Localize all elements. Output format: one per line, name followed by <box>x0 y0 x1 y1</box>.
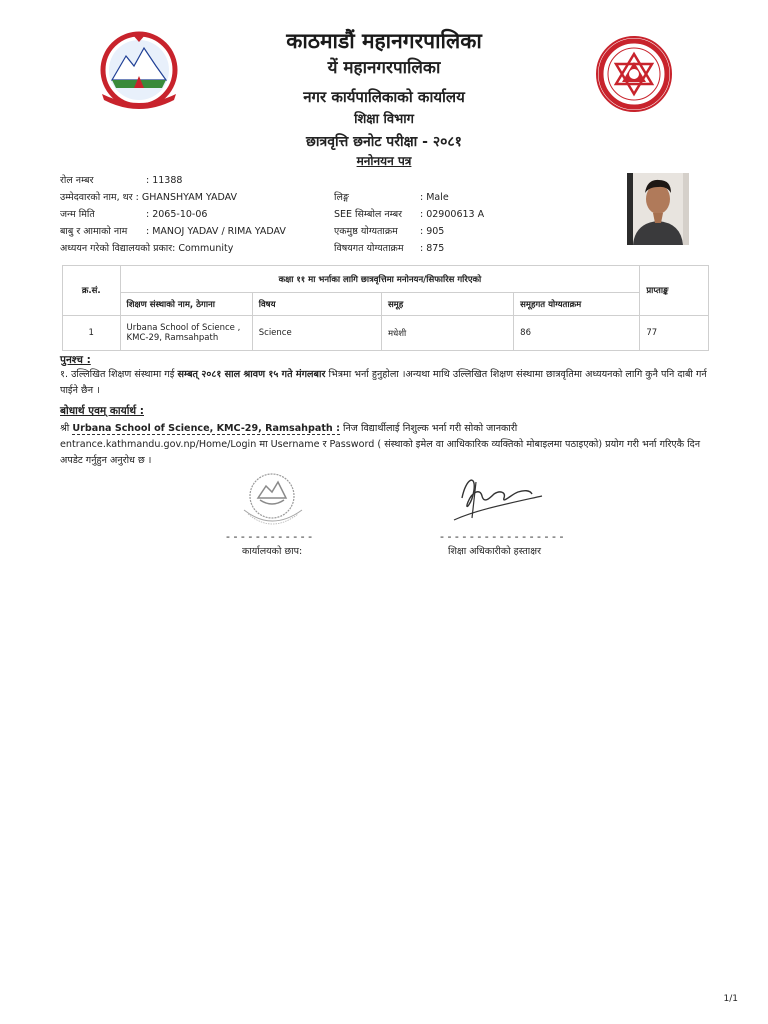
gender-value: : Male <box>420 192 449 203</box>
subject-rank-value: : 875 <box>420 243 445 254</box>
subject-header: विषय <box>252 293 381 316</box>
action-body: निज विद्यार्थीलाई निशुल्क भर्ना गरी सोको जानकारी entrance.kathmandu.gov.np/Home/Login मा Username र Password ( संस्थाको इमेल वा आधिकारिक व्यक्तिको मोबाइलमा पठाइएको) प्रयोग गरी भर्ना गरिएकै दिन अपडेट गर्नुहुन अनुरोध छ । <box>60 423 701 466</box>
group-col-header: समूह <box>381 293 513 316</box>
name-value: : GHANSHYAM YADAV <box>135 192 238 203</box>
note-text-pre: १. उल्लिखित शिक्षण संस्थामा गई <box>60 369 178 380</box>
department-name: शिक्षा विभाग <box>354 112 414 127</box>
student-photo <box>627 173 689 245</box>
note-text-post: भित्रमा भर्ना हुनुहोला ।अन्यथा माथि उल्लिखित शिक्षण संस्थामा छात्रवृतिमा अध्ययनको लागि कुनै पनि दाबी गर्न पाईने छैन । <box>60 369 707 396</box>
stamp-dash-line: - - - - - - - - - - - - <box>226 530 313 543</box>
row-subject: Science <box>252 316 381 351</box>
dob-value: : 2065-10-06 <box>146 209 208 220</box>
group-header: कक्षा ११ मा भर्नाका लागि छात्रवृत्तिमा मनोनयन/सिफारिस गरिएको <box>120 266 640 293</box>
row-group-rank: 86 <box>514 316 640 351</box>
note-heading: पुनश्च : <box>60 354 91 366</box>
office-stamp-image <box>238 470 310 532</box>
total-rank-value: : 905 <box>420 226 445 237</box>
roll-value: : 11388 <box>146 175 183 186</box>
subject-rank-label: विषयगत योग्यताक्रम <box>334 243 404 254</box>
row-sn: 1 <box>63 316 121 351</box>
document-header <box>0 28 768 170</box>
see-value: : 02900613 A <box>420 209 485 220</box>
action-heading: बोधार्थ एवम् कार्यार्थ : <box>60 405 144 417</box>
name-label: उम्मेदवारको नाम, थर <box>60 192 133 203</box>
action-text <box>60 421 710 469</box>
exam-title: छात्रवृत्ति छनोट परीक्षा - २०८१ <box>306 134 462 150</box>
roll-label: रोल नम्बर <box>60 175 94 186</box>
stamp-label: कार्यालयको छाप: <box>242 546 303 557</box>
note-deadline: सम्बत् २०८१ साल श्रावण १५ गते मंगलबार <box>177 369 326 380</box>
sn-header: क्र.सं. <box>63 266 121 316</box>
school-header: शिक्षण संस्थाको नाम, ठेगाना <box>120 293 252 316</box>
see-label: SEE सिम्बोल नम्बर <box>334 209 403 220</box>
action-prefix: श्री <box>60 423 73 434</box>
school-type-value: : Community <box>172 243 234 254</box>
parents-value: : MANOJ YADAV / RIMA YADAV <box>146 226 286 237</box>
action-school: Urbana School of Science, KMC-29, Ramsahpath : <box>72 423 340 434</box>
officer-signature-label: शिक्षा अधिकारीको हस्ताक्षर <box>448 546 541 557</box>
municipality-title: काठमाडौं महानगरपालिका <box>286 29 482 53</box>
office-name: नगर कार्यपालिकाको कार्यालय <box>303 88 465 106</box>
row-school: Urbana School of Science , KMC-29, Ramsahpath <box>120 316 252 351</box>
table-row <box>63 316 709 351</box>
scholarship-table <box>62 265 709 351</box>
row-marks: 77 <box>640 316 709 351</box>
page-number: 1/1 <box>723 994 738 1004</box>
gender-label: लिङ्ग <box>334 192 349 203</box>
total-rank-label: एकमुष्ठ योग्यताक्रम <box>334 226 398 237</box>
note-text <box>60 367 710 399</box>
officer-signature-image <box>446 468 546 530</box>
school-type-label: अध्ययन गरेको विद्यालयको प्रकार <box>60 243 173 254</box>
nomination-letter-title: मनोनयन पत्र <box>356 154 412 168</box>
signature-dash-line: - - - - - - - - - - - - - - - - - <box>440 530 564 543</box>
group-rank-header: समूहगत योग्यताक्रम <box>514 293 640 316</box>
municipality-title-newari: यें महानगरपालिका <box>327 58 441 78</box>
row-group: मधेशी <box>381 316 513 351</box>
marks-header: प्राप्ताङ्क <box>640 266 709 316</box>
parents-label: बाबु र आमाको नाम <box>60 226 128 237</box>
dob-label: जन्म मिति <box>60 209 95 220</box>
